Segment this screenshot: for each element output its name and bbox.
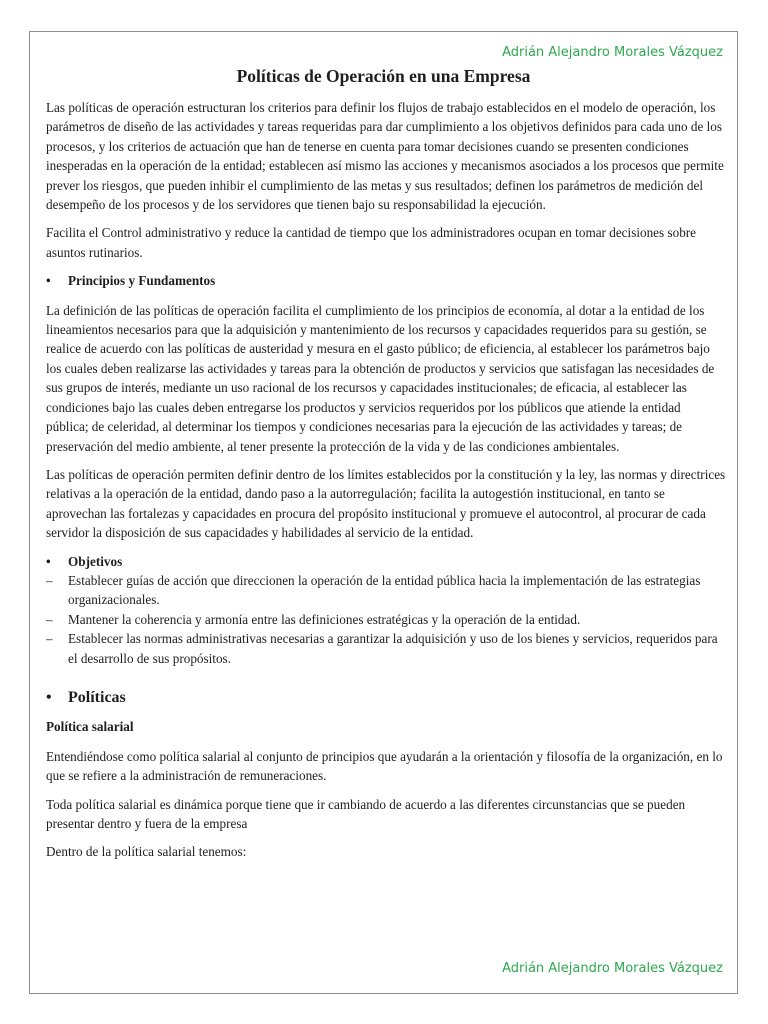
bullet-heading-objectives	[46, 552, 726, 571]
paragraph-salary-definition: Entendiéndose como política salarial al conjunto de principios que ayudarán a la orientación y filosofía de la organización, en lo que se refiere a la administración de remuneraciones.	[46, 748, 723, 784]
header-author: Adrián Alejandro Morales Vázquez	[502, 45, 723, 60]
paragraph-control: Facilita el Control administrativo y reduce la cantidad de tiempo que los administradores ocupan en tomar decisiones sobre asuntos rutinarios.	[46, 225, 697, 260]
bullet-heading-text: Objetivos	[68, 553, 123, 569]
document-title: Políticas de Operación en una Empresa	[236, 66, 531, 86]
footer-author: Adrián Alejandro Morales Vázquez	[502, 961, 723, 976]
paragraph-salary-dynamic: Toda política salarial es dinámica porque tiene que ir cambiando de acuerdo a las diferentes circunstancias que se pueden presentar dentro y fuera de la empresa	[46, 796, 686, 831]
bullet-icon: •	[46, 688, 52, 706]
paragraph-limits: Las políticas de operación permiten definir dentro de los límites establecidos por la constitución y la ley, las normas y directrices relativas a la operación de la entidad, dando paso a la autorregulación; facilita la autogestión institucional, en tanto se aprovechan las fortalezas y capacidades en procura del propósito institucional y promueve el autocontrol, al procurar de cada servidor la disposición de sus capacidades y habilidades al servicio de la entidad.	[46, 466, 726, 541]
bullet-heading-principles	[46, 271, 726, 290]
list-item-text: Mantener la coherencia y armonía entre las definiciones estratégicas y la operación de la entidad.	[68, 611, 581, 627]
list-item-text: Establecer las normas administrativas necesarias a garantizar la adquisición y uso de los bienes y servicios, requeridos para el desarrollo de sus propósitos.	[68, 631, 718, 666]
paragraph-intro: Las políticas de operación estructuran los criterios para definir los flujos de trabajo establecidos en el modelo de operación, los parámetros de diseño de las actividades y tareas requeridas para dar cumplimiento a los objetivos definidos para cada uno de los procesos, y los criterios de actuación que han de tenerse en cuenta para tomar decisiones cuando se presenten condiciones inesperadas en la operación de la entidad; establecen así mismo las acciones y mecanismos asociados a los procesos que permite prever los riesgos, que pueden inhibir el cumplimiento de las metas y sus resultados; definen los parámetros de medición del desempeño de los procesos y de los servidores que tienen bajo su responsabilidad la ejecución.	[46, 100, 724, 213]
objectives-list	[46, 571, 726, 668]
bullet-icon: •	[46, 553, 51, 569]
document-body	[46, 98, 726, 871]
list-item	[46, 571, 726, 610]
list-item	[46, 629, 726, 668]
paragraph-principles: La definición de las políticas de operación facilita el cumplimiento de los principios de economía, al dotar a la entidad de los lineamientos necesarios para que la adquisición y mantenimiento de los recursos y capacidades requeridos para su gestión, se realice de acuerdo con las políticas de austeridad y mesura en el gasto público; de eficiencia, al establecer los parámetros bajo los cuales deben realizarse las actividades y tareas para la obtención de productos y servicios que satisfagan las necesidades de sus grupos de interés, mediante un uso racional de los recursos y capacidades institucionales; de eficacia, al establecer las condiciones bajo las cuales deben entregarse los productos y servicios requeridos por los públicos que atiende la entidad pública; de celeridad, al determinar los tiempos y condiciones necesarias para la ejecución de las actividades y tareas; de preservación del medio ambiente, al tener presente la protección de la vida y de las condiciones ambientales.	[46, 302, 715, 454]
bullet-heading-text: Políticas	[68, 688, 126, 706]
list-item-text: Establecer guías de acción que direccionen la operación de la entidad pública hacia la implementación de las estrategias organizacionales.	[68, 572, 701, 608]
document-page	[29, 31, 738, 994]
dash-icon: –	[46, 572, 53, 588]
dash-icon: –	[46, 631, 53, 647]
bullet-icon: •	[46, 273, 51, 289]
dash-icon: –	[46, 611, 53, 627]
paragraph-salary-within: Dentro de la política salarial tenemos:	[46, 844, 247, 860]
bullet-heading-text: Principios y Fundamentos	[68, 273, 216, 289]
bullet-heading-policies	[46, 688, 726, 707]
list-item	[46, 610, 726, 629]
subheading-salary: Política salarial	[46, 719, 134, 735]
